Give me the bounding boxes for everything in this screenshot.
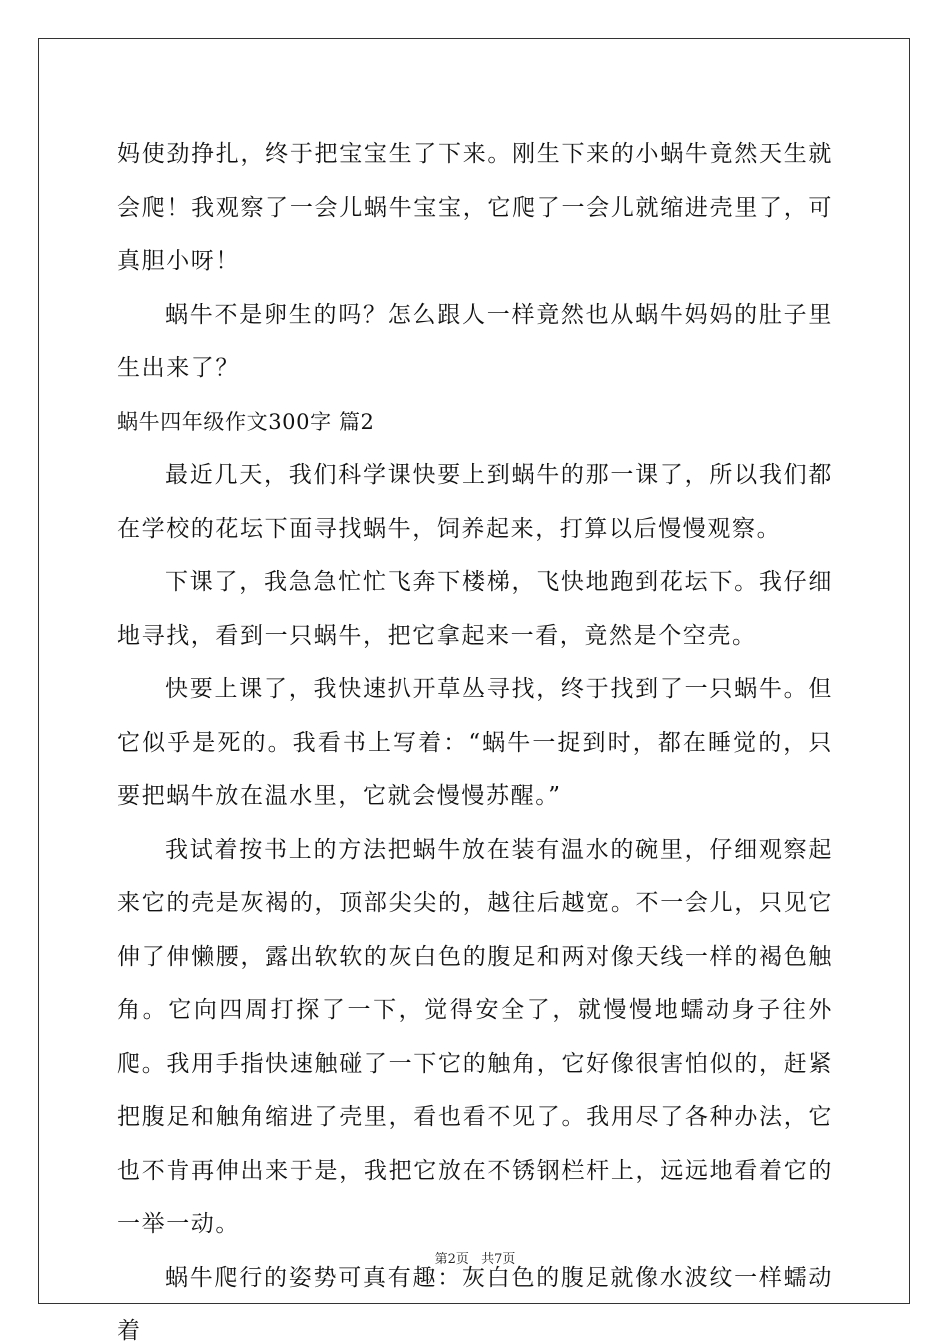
page-footer (0, 1248, 950, 1267)
document-body (117, 128, 833, 1344)
paragraph: 下课了，我急急忙忙飞奔下楼梯，飞快地跑到花坛下。我仔细地寻找，看到一只蜗牛，把它拿起来一看，竟然是个空壳。 (117, 569, 833, 649)
paragraph: 我试着按书上的方法把蜗牛放在装有温水的碗里，仔细观察起来它的壳是灰褐的，顶部尖尖的，越往后越宽。不一会儿，只见它伸了伸懒腰，露出软软的灰白色的腹足和两对像天线一样的褐色触角。它向四周打探了一下，觉得安全了，就慢慢地蠕动身子往外爬。我用手指快速触碰了一下它的触角，它好像很害怕似的，赶紧把腹足和触角缩进了壳里，看也看不见了。我用尽了各种办法，它也不肯再伸出来于是，我把它放在不锈钢栏杆上，远远地看着它的一举一动。 (117, 836, 833, 1237)
paragraph: 蜗牛爬行的姿势可真有趣：灰白色的腹足就像水波纹一样蠕动着 (117, 1264, 833, 1344)
paragraph: 蜗牛不是卵生的吗？怎么跟人一样竟然也从蜗牛妈妈的肚子里生出来了？ (117, 301, 833, 381)
section-heading: 蜗牛四年级作文300字 篇2 (117, 409, 375, 434)
paragraph: 最近几天，我们科学课快要上到蜗牛的那一课了，所以我们都在学校的花坛下面寻找蜗牛，饲养起来，打算以后慢慢观察。 (117, 462, 833, 542)
page-number: 第2页 (434, 1252, 469, 1267)
paragraph: 快要上课了，我快速扒开草丛寻找，终于找到了一只蜗牛。但它似乎是死的。我看书上写着：“蜗牛一捉到时，都在睡觉的，只要把蜗牛放在温水里，它就会慢慢苏醒。” (117, 676, 833, 809)
page-total: 共7页 (481, 1252, 516, 1267)
paragraph-continued: 妈使劲挣扎，终于把宝宝生了下来。刚生下来的小蜗牛竟然天生就会爬！我观察了一会儿蜗牛宝宝，它爬了一会儿就缩进壳里了，可真胆小呀！ (117, 141, 833, 274)
